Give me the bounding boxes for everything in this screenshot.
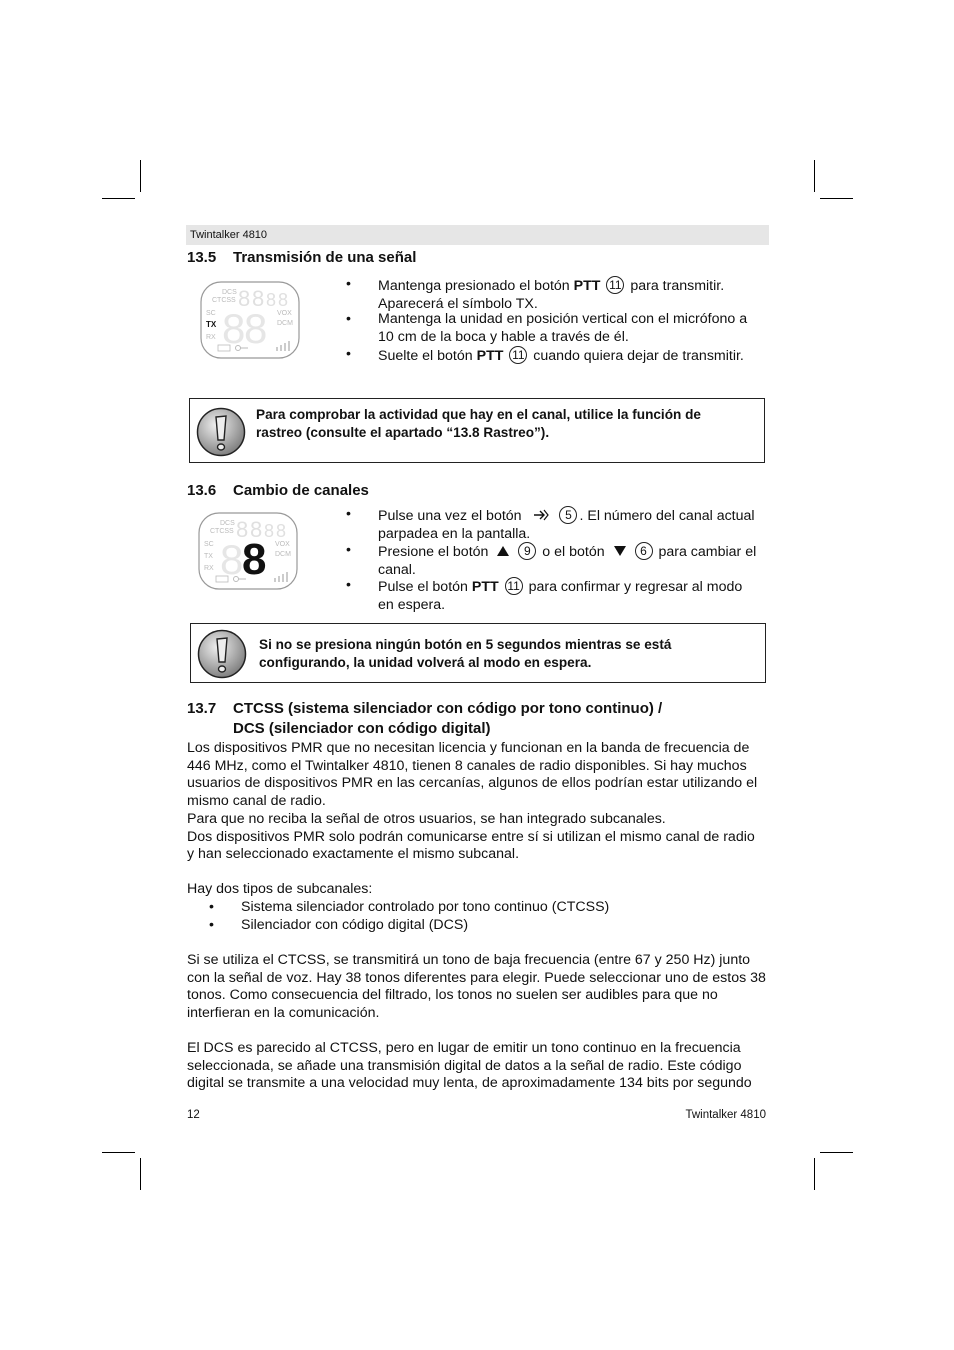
lcd-sc-label: SC bbox=[204, 541, 214, 548]
note-box: Para comprobar la actividad que hay en el canal, utilice la función de rastreo (consulte el apartado “13.8 Rastreo”). bbox=[189, 398, 765, 463]
paragraph: Si se utiliza el CTCSS, se transmitirá un tono de baja frecuencia (entre 67 y 250 Hz) junto con la señal de voz. Hay 38 tonos diferentes para elegir. Puede seleccionar uno de estos 38 tonos. Como consecuencia del filtrado, los tonos no suelen ser audibles para que no interfieran en la comunicación. bbox=[187, 952, 766, 1022]
lcd-small-digits: 8 bbox=[250, 517, 263, 542]
lcd-big-digit-active: 8 bbox=[242, 535, 267, 584]
button-number-icon: 6 bbox=[635, 542, 653, 560]
bullet-item: • Silenciador con código digital (DCS) bbox=[209, 917, 469, 933]
crop-mark bbox=[102, 1152, 135, 1153]
exclamation-icon bbox=[197, 629, 247, 679]
bullet-item: • Suelte el botón PTT 11 cuando quiera dejar de transmitir. bbox=[346, 346, 744, 364]
bullet-item: • Sistema silenciador controlado por tono continuo (CTCSS) bbox=[209, 899, 610, 915]
lcd-display-channel bbox=[198, 512, 298, 590]
lcd-big-digit: 8 bbox=[222, 305, 246, 352]
lcd-small-digits: 8 bbox=[236, 517, 249, 542]
channel-enter-icon bbox=[532, 508, 550, 522]
crop-mark bbox=[814, 160, 815, 192]
section-heading-13-5: 13.5 Transmisión de una señal bbox=[187, 249, 417, 266]
lcd-dcm-label: DCM bbox=[275, 551, 291, 558]
paragraph: Hay dos tipos de subcanales: bbox=[187, 881, 373, 897]
paragraph: Los dispositivos PMR que no necesitan licencia y funcionan en la banda de frecuencia de 446 MHz, como el Twintalker 4810, tienen 8 canales de radio disponibles. Si hay muchos usuarios de dispositivos PMR en las cercanías, algunos de ellos podrían estar utilizando el mismo canal de radio. Para que no reciba la señal de otros usuarios, se han integrado subcanales. Dos dispositivos PMR solo podrán comunicarse entre sí si utilizan el mismo canal de radio y han seleccionado exactamente el mismo subcanal. bbox=[187, 740, 758, 863]
lcd-sc-label: SC bbox=[206, 310, 216, 317]
note-box: Si no se presiona ningún botón en 5 segundos mientras se está configurando, la unidad volverá al modo en espera. bbox=[190, 623, 766, 683]
lcd-dcs-label: DCS bbox=[222, 289, 237, 296]
lcd-small-digits: 8 bbox=[252, 286, 265, 311]
running-header: Twintalker 4810 bbox=[186, 225, 769, 245]
lcd-small-digits: 8 bbox=[238, 286, 251, 311]
paragraph: El DCS es parecido al CTCSS, pero en lugar de emitir un tono continuo en la frecuencia seleccionada, se añade una transmisión digital de datos a la señal de radio. Este código digital se transmite a una velocidad muy lenta, de aproximadamente 134 bits por segundo bbox=[187, 1040, 752, 1092]
bullet-item: • Mantenga la unidad en posición vertical con el micrófono a 10 cm de la boca y hable a través de él. bbox=[346, 311, 748, 345]
arrow-down-icon bbox=[613, 545, 627, 557]
section-heading-13-6: 13.6 Cambio de canales bbox=[187, 482, 369, 499]
crop-mark bbox=[820, 1152, 853, 1153]
button-number-icon: 11 bbox=[505, 577, 523, 595]
lcd-tx-label: TX bbox=[204, 553, 213, 560]
page-number: 12 bbox=[187, 1109, 200, 1121]
bullet-item: • Pulse una vez el botón 5 . El número del canal actual parpadea en la pantalla. bbox=[346, 506, 755, 542]
lcd-display-tx bbox=[200, 281, 300, 359]
crop-mark bbox=[102, 198, 135, 199]
running-footer: Twintalker 4810 bbox=[685, 1109, 766, 1121]
button-number-icon: 11 bbox=[606, 276, 624, 294]
lcd-vox-label: VOX bbox=[275, 541, 290, 548]
section-heading-13-7: 13.7 CTCSS (sistema silenciador con código por tono continuo) / DCS (silenciador con código digital) bbox=[187, 700, 663, 737]
lcd-small-digits: 8 bbox=[266, 290, 277, 310]
bullet-item: • Mantenga presionado el botón PTT 11 para transmitir. Aparecerá el símbolo TX. bbox=[346, 276, 725, 312]
lcd-dcs-label: DCS bbox=[220, 520, 235, 527]
lcd-big-digit: 8 bbox=[220, 536, 244, 583]
lcd-tx-label: TX bbox=[206, 320, 217, 329]
lcd-dcm-label: DCM bbox=[277, 320, 293, 327]
lcd-ctcss-label: CTCSS bbox=[212, 297, 236, 304]
lcd-small-digits: 8 bbox=[264, 521, 275, 541]
arrow-up-icon bbox=[496, 545, 510, 557]
lcd-rx-label: RX bbox=[206, 334, 216, 341]
crop-mark bbox=[140, 1158, 141, 1190]
bullet-item: • Pulse el botón PTT 11 para confirmar y regresar al modo en espera. bbox=[346, 577, 743, 613]
exclamation-icon bbox=[196, 407, 246, 457]
button-number-icon: 11 bbox=[509, 346, 527, 364]
lcd-rx-label: RX bbox=[204, 565, 214, 572]
crop-mark bbox=[140, 160, 141, 192]
lcd-small-digits: 8 bbox=[276, 521, 287, 541]
button-number-icon: 9 bbox=[518, 542, 536, 560]
bullet-item: • Presione el botón 9 o el botón 6 para cambiar el canal. bbox=[346, 542, 757, 578]
button-number-icon: 5 bbox=[559, 506, 577, 524]
lcd-vox-label: VOX bbox=[277, 310, 292, 317]
lcd-small-digits: 8 bbox=[278, 290, 289, 310]
lcd-ctcss-label: CTCSS bbox=[210, 528, 234, 535]
crop-mark bbox=[814, 1158, 815, 1190]
crop-mark bbox=[820, 198, 853, 199]
lcd-big-digit: 8 bbox=[244, 305, 268, 352]
